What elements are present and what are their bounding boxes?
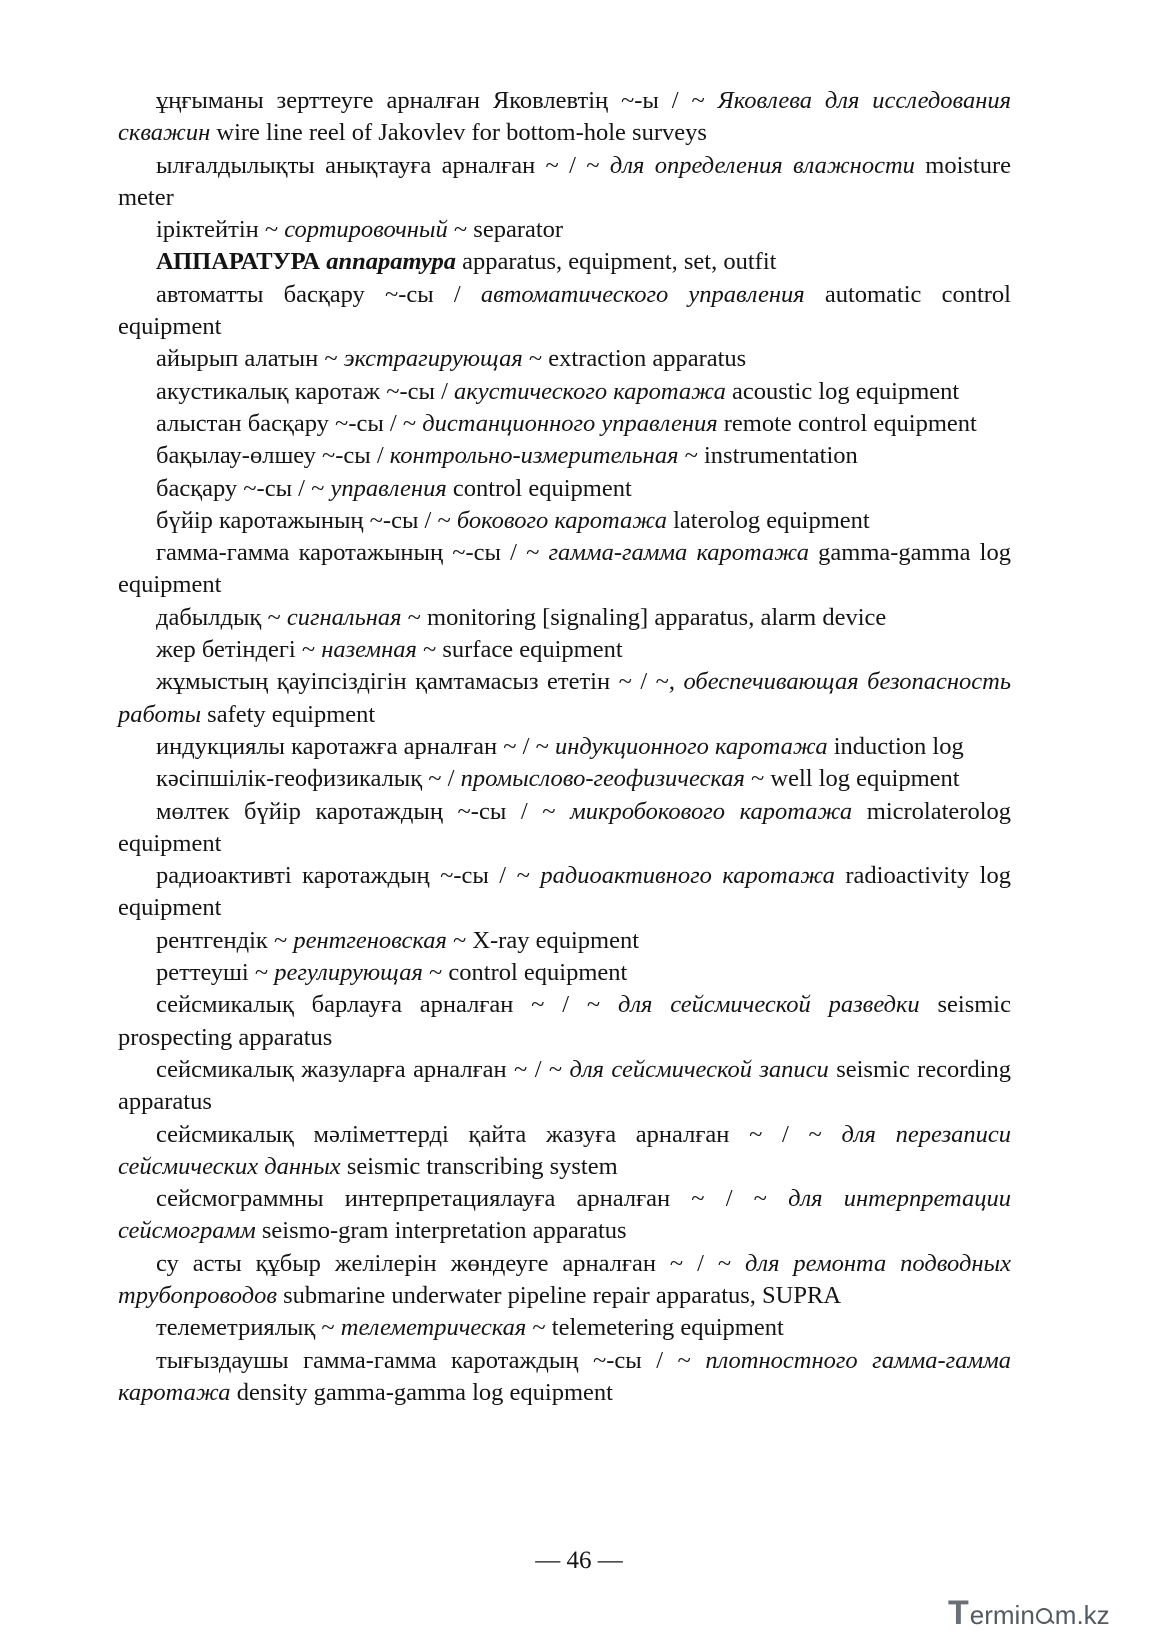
- entry-kazakh-term: кәсіпшілік-геофизикалық ~ /: [156, 765, 461, 793]
- entry-kazakh-term: автоматты басқару ~-сы /: [156, 280, 481, 308]
- entry-kazakh-term: дабылдық ~: [156, 603, 287, 631]
- entry-russian-term: аппаратура: [326, 248, 456, 276]
- watermark-text-start: ermin: [969, 1600, 1035, 1630]
- dictionary-entry: [118, 1345, 1011, 1410]
- entry-english-term: acoustic log equipment: [725, 377, 960, 405]
- entry-english-term: control equipment: [446, 474, 632, 502]
- entry-english-term: ~ telemetering equipment: [526, 1314, 784, 1342]
- entry-kazakh-term: алыстан басқару ~-сы / ~: [156, 409, 423, 437]
- entry-kazakh-term: ылғалдылықты анықтауға арналған ~ / ~: [156, 151, 610, 179]
- entry-kazakh-term: су асты құбыр желілерін жөндеуге арналған ~ / ~: [156, 1249, 746, 1277]
- entry-russian-term: Яковлева для исследования скважин: [118, 87, 1011, 147]
- dictionary-entry: [118, 150, 1011, 215]
- site-watermark-logo: [948, 1596, 1110, 1630]
- entry-english-term: automatic control equipment: [118, 280, 1011, 341]
- entry-russian-term: контрольно-измерительная: [389, 442, 679, 470]
- dictionary-entry: [118, 279, 1011, 344]
- entry-russian-term: промыслово-геофизическая: [460, 765, 745, 793]
- entry-russian-term: для интерпретации сейсмограмм: [118, 1185, 1012, 1245]
- entry-kazakh-term: сейсмикалық барлауға арналған ~ / ~: [156, 991, 618, 1019]
- entry-kazakh-term: радиоактивті каротаждың ~-сы / ~: [156, 862, 541, 890]
- entry-russian-term: бокового каротажа: [456, 506, 667, 534]
- dictionary-entry: [118, 440, 1011, 472]
- entry-headword: [118, 246, 1011, 278]
- watermark-letter: T: [948, 1594, 969, 1632]
- entry-english-term: ~ well log equipment: [744, 765, 960, 793]
- entry-kazakh-term: АППАРАТУРА: [156, 248, 327, 276]
- dictionary-entry: [118, 763, 1011, 795]
- entry-russian-term: акустического каротажа: [454, 377, 726, 405]
- entry-english-term: gamma-gamma log equipment: [118, 539, 1011, 599]
- dictionary-entry: [118, 602, 1011, 634]
- entry-english-term: ~ monitoring [signaling] apparatus, alarm device: [401, 603, 887, 631]
- entry-russian-term: обеспечивающая безопасность работы: [118, 668, 1011, 728]
- entry-english-term: safety equipment: [201, 700, 376, 728]
- entry-english-term: ~ separator: [447, 216, 564, 244]
- entry-kazakh-term: индукциялы каротажға арналған ~ / ~: [156, 732, 555, 760]
- entry-kazakh-term: ұңғыманы зерттеуге арналған Яковлевтің ~-ы / ~: [156, 87, 718, 114]
- dictionary-entry: [118, 537, 1011, 602]
- dictionary-entry: [118, 731, 1011, 763]
- entry-kazakh-term: тығыздаушы гамма-гамма каротаждың ~-сы / ~: [156, 1346, 706, 1374]
- entry-kazakh-term: гамма-гамма каротажының ~-сы / ~: [156, 539, 549, 567]
- entry-russian-term: для определения влажности: [609, 151, 915, 179]
- entry-kazakh-term: айырып алатын ~: [156, 345, 344, 373]
- entry-russian-term: для ремонта подводных трубопроводов: [118, 1249, 1011, 1309]
- entry-kazakh-term: сейсмограммны интерпретациялауға арналған ~ / ~: [156, 1185, 789, 1213]
- entry-kazakh-term: сейсмикалық жазуларға арналған ~ / ~: [156, 1055, 570, 1083]
- entry-russian-term: для сейсмической разведки: [617, 991, 920, 1019]
- entry-kazakh-term: сейсмикалық мәліметтерді қайта жазуға арналған ~ / ~: [156, 1120, 842, 1148]
- dictionary-entry: [118, 1054, 1011, 1119]
- entry-kazakh-term: акустикалық каротаж ~-сы /: [156, 377, 455, 405]
- entry-english-term: induction log: [827, 732, 964, 760]
- entry-russian-term: микробокового каротажа: [570, 797, 853, 825]
- entry-russian-term: дистанционного управления: [422, 409, 718, 437]
- entry-kazakh-term: басқару ~-сы / ~: [156, 474, 331, 502]
- dictionary-entry: [118, 796, 1011, 861]
- page-number: — 46 —: [535, 1547, 623, 1574]
- entry-english-term: ~ control equipment: [422, 959, 628, 987]
- entry-kazakh-term: жұмыстың қауіпсіздігін қамтамасыз ететін ~ / ~,: [156, 668, 684, 696]
- dictionary-entry: [118, 989, 1011, 1054]
- dictionary-entry: [118, 214, 1011, 246]
- entry-kazakh-term: телеметриялық ~: [156, 1314, 341, 1342]
- entry-kazakh-term: реттеуші ~: [156, 959, 275, 987]
- entry-russian-term: регулирующая: [274, 959, 423, 987]
- entry-english-term: seismic recording apparatus: [118, 1055, 1011, 1116]
- magnifier-icon: [1035, 1606, 1055, 1626]
- entry-kazakh-term: жер бетіндегі ~: [156, 636, 322, 664]
- entry-english-term: seismo-gram interpretation apparatus: [255, 1217, 627, 1245]
- entry-russian-term: для сейсмической записи: [569, 1055, 829, 1083]
- entry-english-term: density gamma-gamma log equipment: [230, 1378, 613, 1406]
- entry-kazakh-term: іріктейтін ~: [156, 216, 285, 244]
- dictionary-entry: [118, 957, 1011, 989]
- entry-russian-term: наземная: [321, 636, 417, 664]
- entry-russian-term: сортировочный: [284, 216, 448, 244]
- entry-russian-term: плотностного гамма-гамма каротажа: [118, 1346, 1011, 1406]
- dictionary-entry: [118, 505, 1011, 537]
- entry-russian-term: индукционного каротажа: [555, 732, 828, 760]
- entry-russian-term: экстрагирующая: [343, 345, 523, 373]
- entry-english-term: microlaterolog equipment: [118, 797, 1011, 857]
- entry-russian-term: для перезаписи сейсмических данных: [118, 1120, 1011, 1180]
- entry-english-term: remote control equipment: [717, 409, 977, 437]
- entry-english-term: submarine underwater pipeline repair apparatus, SUPRA: [277, 1281, 842, 1309]
- dictionary-entry: [118, 666, 1011, 731]
- entry-english-term: seismic prospecting apparatus: [118, 991, 1011, 1051]
- entry-english-term: ~ instrumentation: [678, 442, 858, 470]
- entry-kazakh-term: бүйір каротажының ~-сы / ~: [156, 506, 457, 534]
- dictionary-entry: [118, 1248, 1011, 1313]
- dictionary-entry: [118, 860, 1011, 925]
- dictionary-entry: [118, 634, 1011, 666]
- dictionary-entry: [118, 376, 1011, 408]
- dictionary-entry: [118, 925, 1011, 957]
- entry-russian-term: телеметрическая: [340, 1314, 527, 1342]
- dictionary-entries: [118, 85, 1011, 1409]
- entry-russian-term: гамма-гамма каротажа: [548, 539, 810, 567]
- watermark-text-end: m.kz: [1054, 1600, 1110, 1630]
- dictionary-entry: [118, 408, 1011, 440]
- entry-english-term: ~ extraction apparatus: [522, 345, 747, 373]
- entry-russian-term: управления: [330, 474, 447, 502]
- entry-russian-term: сигнальная: [286, 603, 402, 631]
- entry-russian-term: автоматического управления: [480, 280, 805, 308]
- entry-english-term: ~ surface equipment: [416, 636, 623, 664]
- dictionary-entry: [118, 1312, 1011, 1344]
- dictionary-entry: [118, 343, 1011, 375]
- entry-kazakh-term: рентгендік ~: [156, 926, 294, 954]
- entry-english-term: wire line reel of Jakovlev for bottom-hole surveys: [210, 119, 707, 147]
- entry-russian-term: радиоактивного каротажа: [540, 862, 835, 890]
- entry-russian-term: рентгеновская: [293, 926, 447, 954]
- dictionary-entry: [118, 85, 1011, 150]
- entry-kazakh-term: бақылау-өлшеу ~-сы /: [156, 442, 390, 470]
- entry-english-term: radioactivity log equipment: [118, 862, 1011, 922]
- dictionary-entry: [118, 1183, 1011, 1248]
- entry-english-term: seismic transcribing system: [340, 1152, 618, 1180]
- entry-english-term: ~ X-ray equipment: [446, 926, 640, 954]
- entry-english-term: apparatus, equipment, set, outfit: [455, 248, 777, 276]
- entry-english-term: laterolog equipment: [666, 506, 870, 534]
- entry-kazakh-term: мөлтек бүйір каротаждың ~-сы / ~: [156, 797, 571, 825]
- dictionary-entry: [118, 1119, 1011, 1184]
- dictionary-entry: [118, 473, 1011, 505]
- entry-english-term: moisture meter: [118, 151, 1011, 211]
